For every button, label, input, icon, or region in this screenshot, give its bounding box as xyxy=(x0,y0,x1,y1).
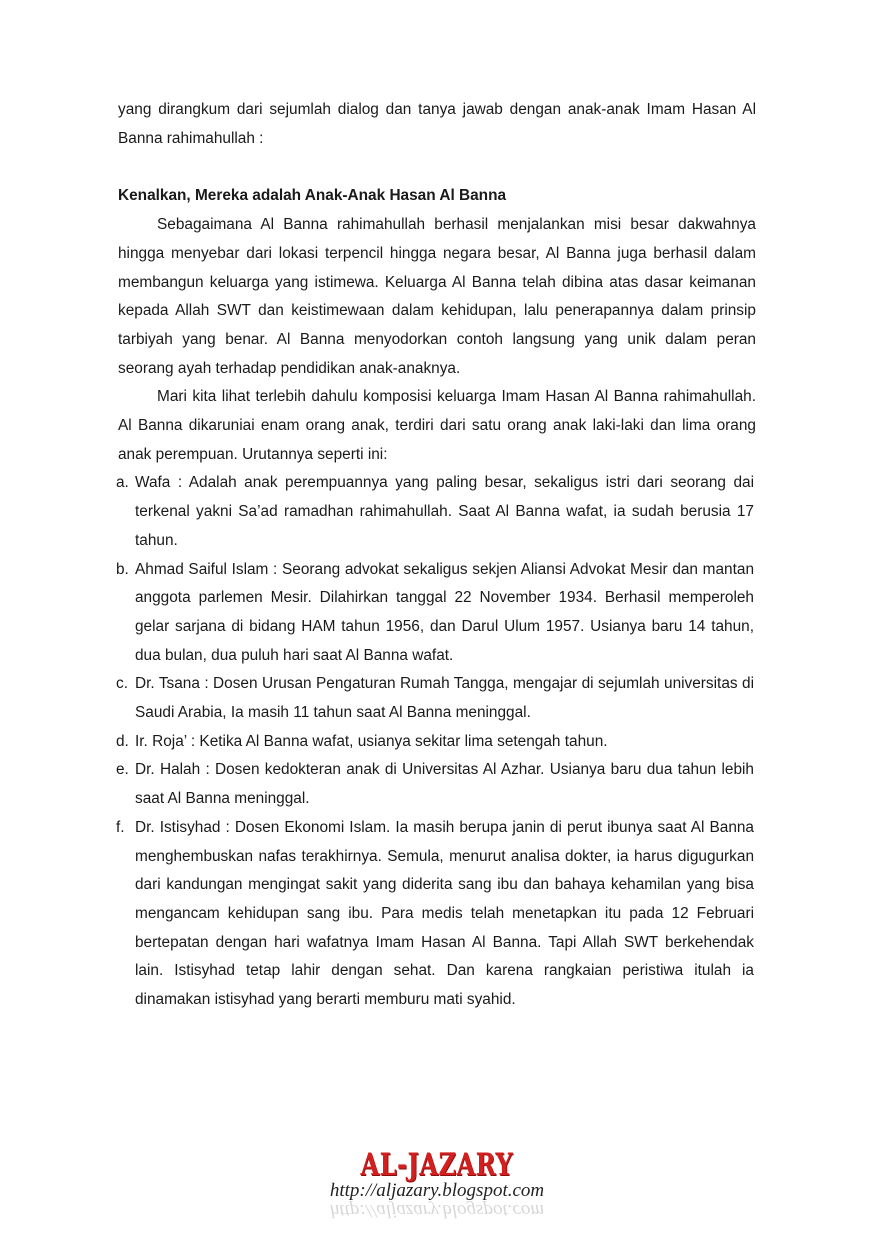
list-item xyxy=(116,756,754,813)
body-paragraph-2: Mari kita lihat terlebih dahulu komposisi keluarga Imam Hasan Al Banna rahimahullah. Al Banna dikaruniai enam orang anak, terdiri dari satu orang anak laki-laki dan lima orang anak perempuan. Urutannya seperti ini: xyxy=(118,388,756,463)
list-item xyxy=(116,728,754,757)
blog-url-reflection: http://aljazary.blogspot.com xyxy=(329,1200,545,1221)
list-item-text: Ahmad Saiful Islam : Seorang advokat sekaligus sekjen Aliansi Advokat Mesir dan mantan anggota parlemen Mesir. Dilahirkan tanggal 22 November 1934. Berhasil memperoleh gelar sarjana di bidang HAM tahun 1956, dan Darul Ulum 1957. Usianya baru 14 tahun, dua bulan, dua puluh hari saat Al Banna wafat. xyxy=(135,560,754,664)
list-item xyxy=(116,556,754,671)
blog-url-block xyxy=(0,1180,874,1220)
footer-logo xyxy=(0,1148,874,1220)
list-marker: d. xyxy=(116,732,129,750)
list-item-text: Ir. Roja’ : Ketika Al Banna wafat, usianya sekitar lima setengah tahun. xyxy=(135,732,608,750)
list-marker: e. xyxy=(116,761,129,779)
body-paragraph-1: Sebagaimana Al Banna rahimahullah berhasil menjalankan misi besar dakwahnya hingga menyebar dari lokasi terpencil hingga negara besar, Al Banna juga berhasil dalam membangun keluarga yang istimewa. Keluarga Al Banna telah dibina atas dasar keimanan kepada Allah SWT dan keistimewaan dalam kehidupan, lalu penerapannya dalam prinsip tarbiyah yang benar. Al Banna menyodorkan contoh langsung yang unik dalam peran seorang ayah terhadap pendidikan anak-anaknya. xyxy=(118,216,756,377)
children-list xyxy=(116,469,754,1014)
document-body xyxy=(118,96,756,1015)
list-item xyxy=(116,670,754,727)
blog-url[interactable]: http://aljazary.blogspot.com xyxy=(329,1180,545,1201)
list-item-text: Dr. Istisyhad : Dosen Ekonomi Islam. Ia masih berupa janin di perut ibunya saat Al Banna menghembuskan nafas terakhirnya. Semula, menurut analisa dokter, ia harus digugurkan dari kandungan mengingat sakit yang diderita sang ibu dan bahaya kehamilan yang bisa mengancam kehidupan sang ibu. Para medis telah menetapkan itu pada 12 Februari bertepatan dengan hari wafatnya Imam Hasan Al Banna. Tapi Allah SWT berkehendak lain. Istisyhad tetap lahir dengan sehat. Dan karena rangkaian peristiwa itulah ia dinamakan istisyhad yang berarti memburu mati syahid. xyxy=(135,818,754,1009)
list-marker: a. xyxy=(116,474,129,492)
section-heading: Kenalkan, Mereka adalah Anak-Anak Hasan Al Banna xyxy=(118,187,507,205)
list-marker: b. xyxy=(116,560,129,578)
list-item-text: Dr. Halah : Dosen kedokteran anak di Universitas Al Azhar. Usianya baru dua tahun lebih saat Al Banna meninggal. xyxy=(135,761,754,808)
list-item-text: Dr. Tsana : Dosen Urusan Pengaturan Rumah Tangga, mengajar di sejumlah universitas di Saudi Arabia, Ia masih 11 tahun saat Al Banna meninggal. xyxy=(135,675,754,722)
list-item xyxy=(116,469,754,555)
list-marker: c. xyxy=(116,675,128,693)
list-marker: f. xyxy=(116,818,125,836)
brand-logo-text: AL-JAZARY xyxy=(360,1147,514,1183)
intro-paragraph: yang dirangkum dari sejumlah dialog dan tanya jawab dengan anak-anak Imam Hasan Al Banna rahimahullah : xyxy=(118,101,756,147)
list-item-text: Wafa : Adalah anak perempuannya yang paling besar, sekaligus istri dari seorang dai terkenal yakni Sa’ad ramadhan rahimahullah. Saat Al Banna wafat, ia sudah berusia 17 tahun. xyxy=(135,474,754,549)
list-item xyxy=(116,814,754,1015)
